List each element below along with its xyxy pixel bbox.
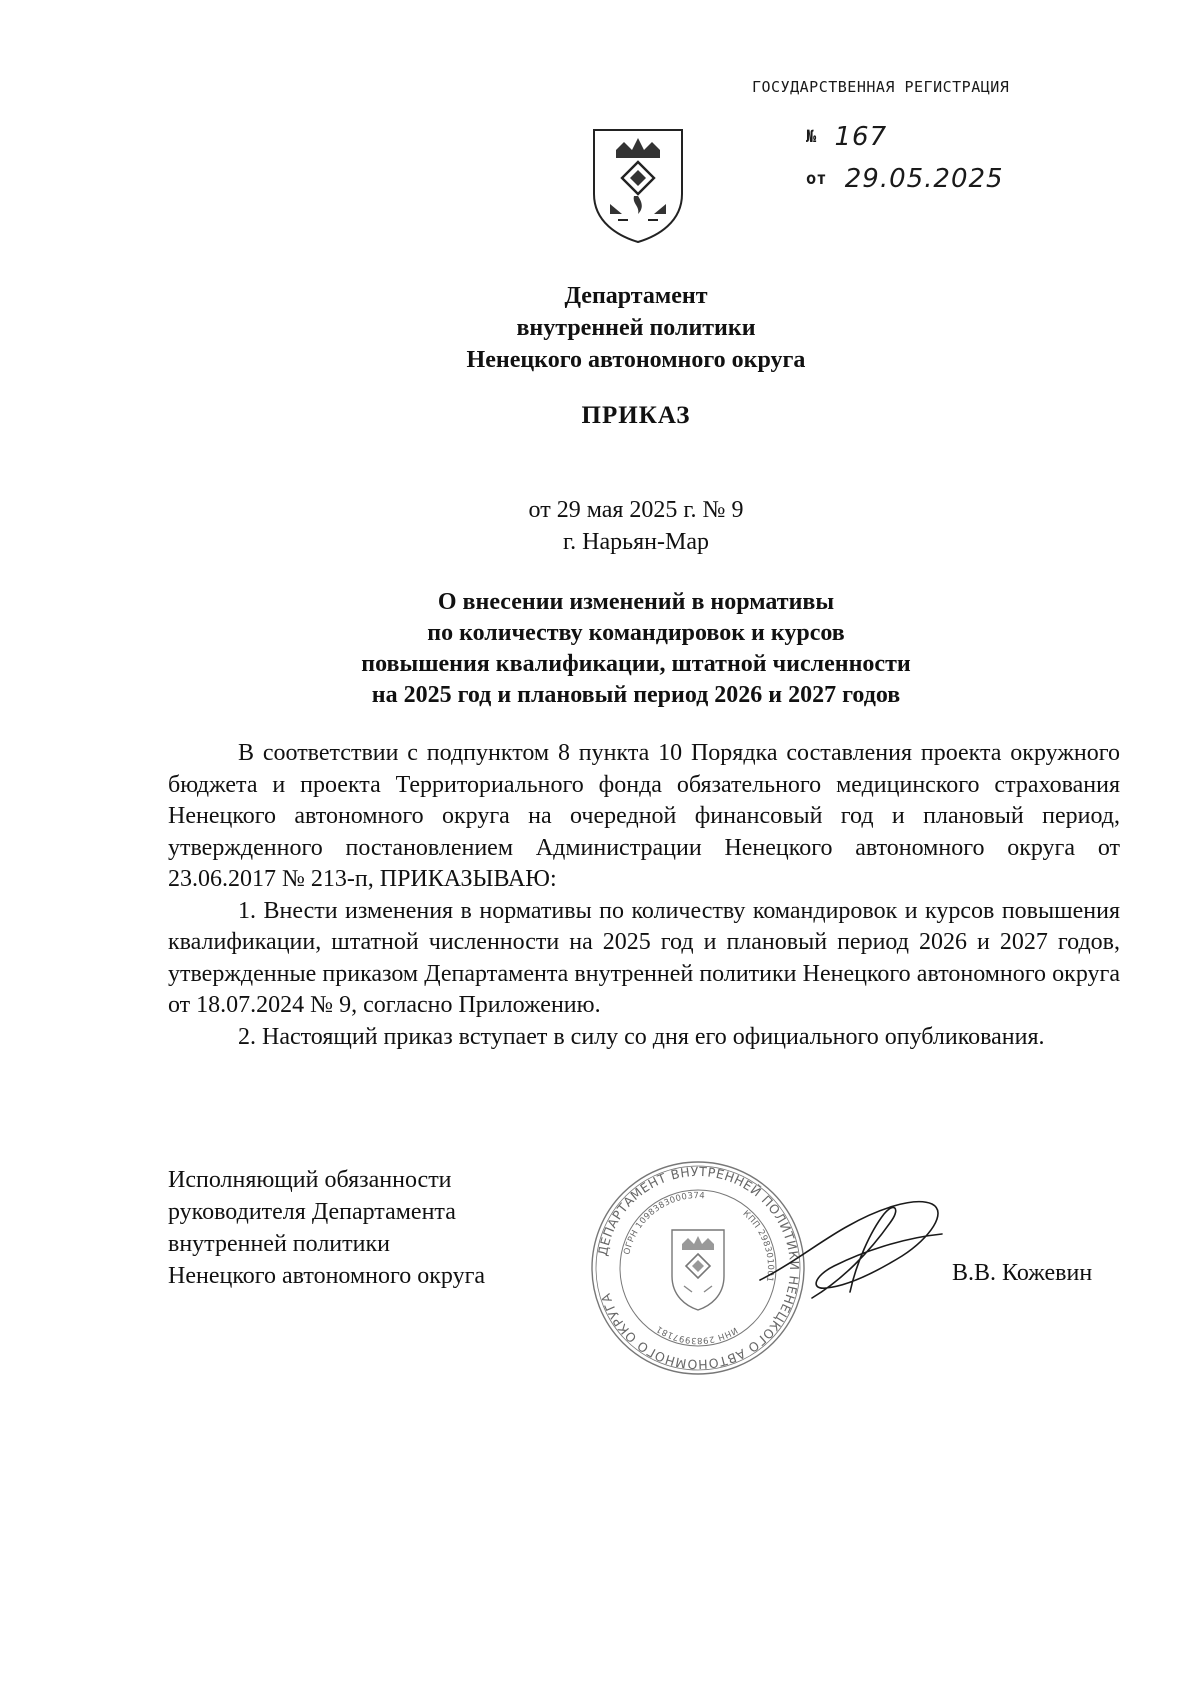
order-body — [168, 738, 1120, 1053]
department-title — [0, 280, 1200, 376]
order-item-2: 2. Настоящий приказ вступает в силу со дня его официального опубликования. — [238, 1023, 1045, 1050]
signatory-name: В.В. Кожевин — [952, 1260, 1093, 1286]
order-item-1: 1. Внести изменения в нормативы по количеству командировок и курсов повышения квалификации, штатной численности на 2025 год и плановый период 2026 и 2027 годов, утвержденные приказом Департамента внутренней политики Ненецкого автономного округа от 18.07.2024 № 9, согласно Приложению. — [168, 897, 1120, 1018]
subject-line: повышения квалификации, штатной численности — [361, 651, 911, 677]
department-line: Ненецкого автономного округа — [466, 347, 806, 373]
registration-stamp — [752, 78, 1052, 208]
order-city: г. Нарьян-Мар — [563, 529, 709, 555]
registration-number-prefix: № — [806, 127, 817, 147]
seal-ogrn: ОГРН 1098383000374 — [622, 1190, 706, 1256]
registration-date: 29.05.2025 — [844, 164, 1004, 194]
document-type-title: ПРИКАЗ — [581, 402, 691, 429]
subject-line: на 2025 год и плановый период 2026 и 2027 годов — [371, 682, 901, 708]
registration-number-row — [806, 122, 887, 152]
handwritten-signature — [752, 1180, 972, 1320]
seal-kpp: КПП 298301001 — [740, 1208, 776, 1283]
order-date-number: от 29 мая 2025 г. № 9 — [528, 497, 744, 523]
subject-line: по количеству командировок и курсов — [427, 620, 845, 646]
registration-number: 167 — [834, 122, 888, 152]
svg-text:ИНН 2983997181 — [655, 1323, 739, 1345]
position-line: руководителя Департамента — [168, 1199, 456, 1225]
position-line: Ненецкого автономного округа — [168, 1263, 486, 1289]
position-line: Исполняющий обязанности — [168, 1167, 452, 1193]
registration-date-prefix: от — [806, 169, 827, 189]
order-meta — [0, 494, 1200, 558]
department-line: Департамент — [564, 283, 708, 309]
subject-line: О внесении изменений в нормативы — [437, 589, 835, 615]
seal-inn: ИНН 2983997181 — [654, 1323, 739, 1346]
department-line: внутренней политики — [516, 315, 756, 341]
registration-date-row — [806, 164, 1004, 194]
seal-outer-text: ДЕПАРТАМЕНТ ВНУТРЕННЕЙ ПОЛИТИКИ НЕНЕЦКОГО АВТОНОМНОГО ОКРУГА — [594, 1163, 803, 1373]
preamble-paragraph: В соответствии с подпунктом 8 пункта 10 Порядка составления проекта окружного бюджета и проекта Территориального фонда обязательного медицинского страхования Ненецкого автономного округа на очередной финансовый год и плановый период, утвержденного постановлением Администрации Ненецкого автономного округа от 23.06.2017 № 213-п, ПРИКАЗЫВАЮ: — [168, 740, 1120, 892]
registration-header: ГОСУДАРСТВЕННАЯ РЕГИСТРАЦИЯ — [752, 78, 1010, 96]
signatory-position — [168, 1164, 485, 1292]
position-line: внутренней политики — [168, 1231, 390, 1257]
coat-of-arms-icon — [588, 124, 688, 244]
order-subject — [0, 587, 1200, 711]
